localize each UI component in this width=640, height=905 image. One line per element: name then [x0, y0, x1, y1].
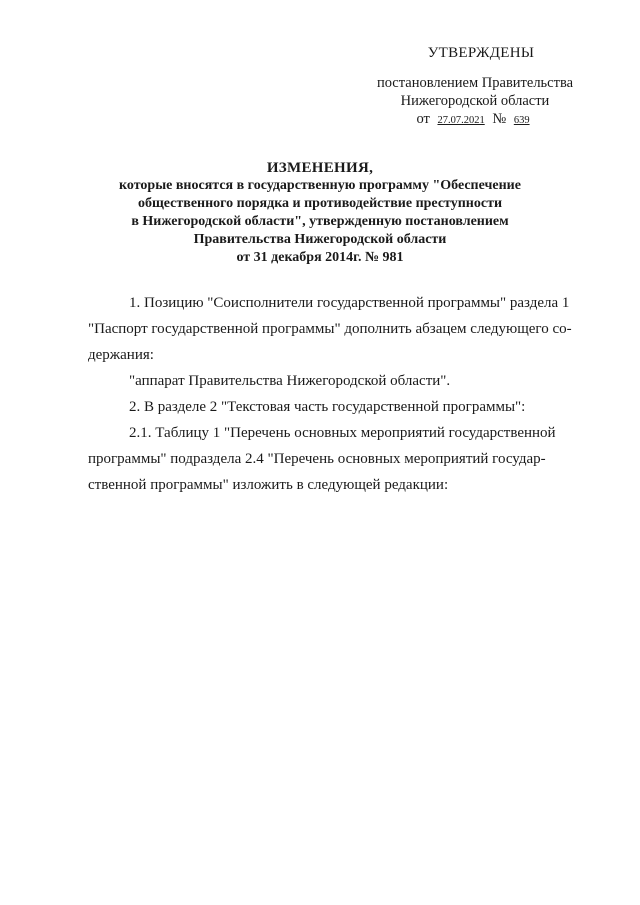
paragraph-2: "аппарат Правительства Нижегородской области". — [129, 373, 451, 389]
paragraph-4-line-1: 2.1. Таблицу 1 "Перечень основных мероприятий государственной — [129, 425, 556, 441]
title-line: от 31 декабря 2014г. № 981 — [236, 250, 404, 265]
title-line: в Нижегородской области", утвержденную постановлением — [131, 214, 509, 229]
approval-block — [360, 44, 590, 130]
paragraph-1-line-2: "Паспорт государственной программы" дополнить абзацем следующего со- — [88, 321, 572, 337]
approval-date-line — [360, 110, 590, 130]
paragraph-4-line-3: ственной программы" изложить в следующей редакции: — [88, 477, 449, 493]
document-title — [70, 159, 570, 267]
paragraph-1-line-1: 1. Позицию "Соисполнители государственной программы" раздела 1 — [129, 295, 570, 311]
approval-date: 27.07.2021 — [437, 115, 485, 126]
title-line: Правительства Нижегородской области — [193, 232, 447, 247]
paragraph-4-line-2: программы" подраздела 2.4 "Перечень основных мероприятий государ- — [88, 451, 546, 467]
date-prefix: от — [416, 111, 430, 127]
title-line: которые вносятся в государственную программу "Обеспечение — [119, 178, 521, 193]
paragraph-1-line-3: держания: — [88, 347, 154, 363]
approval-heading: УТВЕРЖДЕНЫ — [427, 45, 535, 61]
approval-line-2: Нижегородской области — [400, 93, 550, 109]
title-line: общественного порядка и противодействие преступности — [137, 196, 503, 211]
title-heading: ИЗМЕНЕНИЯ, — [266, 160, 374, 176]
approval-line-1: постановлением Правительства — [376, 75, 574, 91]
approval-number: 639 — [513, 115, 530, 126]
number-sign: № — [492, 111, 507, 127]
paragraph-3: 2. В разделе 2 "Текстовая часть государственной программы": — [129, 399, 526, 415]
document-body — [88, 290, 573, 498]
